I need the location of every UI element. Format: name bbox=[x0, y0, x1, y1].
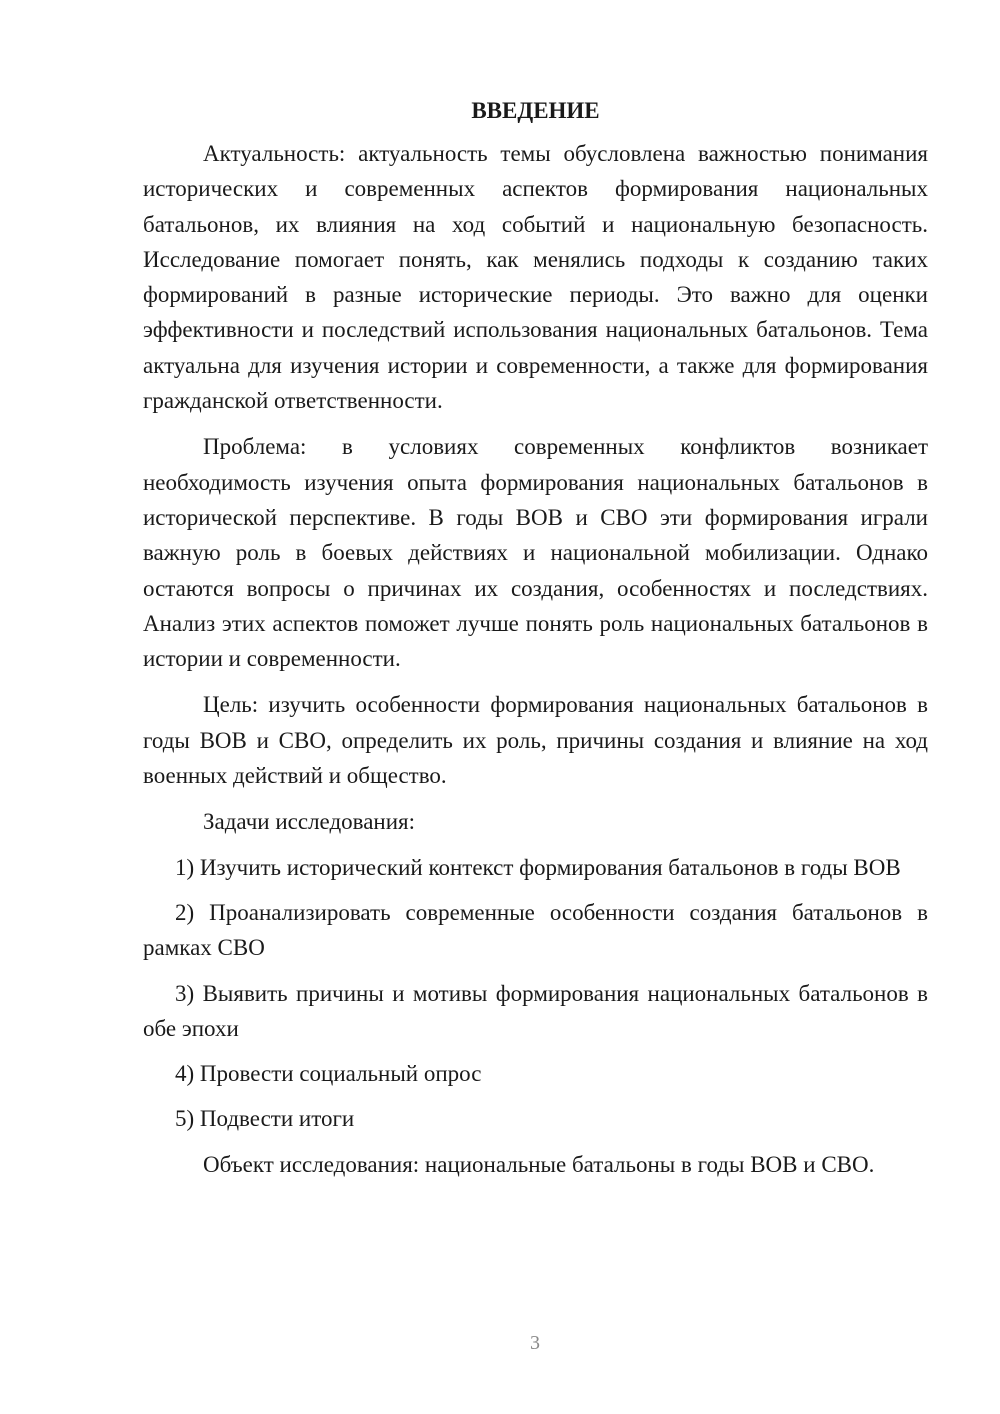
page-title: ВВЕДЕНИЕ bbox=[471, 98, 600, 123]
task-item: 4) Провести социальный опрос bbox=[175, 1061, 482, 1087]
task-item: 5) Подвести итоги bbox=[175, 1106, 355, 1132]
paragraph-problem: Проблема: в условиях современных конфликтов возникает необходимость изучения опыта формирования национальных батальонов в исторической перспективе. В годы ВОВ и СВО эти формирования играли важную роль в боевых действиях и национальной мобилизации. Однако остаются вопросы о причинах их создания, особенностях и последствиях. Анализ этих аспектов поможет лучше понять роль национальных батальонов в истории и современности. bbox=[143, 434, 928, 672]
task-item: 2) Проанализировать современные особенности создания батальонов в рамках СВО bbox=[143, 899, 928, 961]
task-item: 3) Выявить причины и мотивы формирования национальных батальонов в обе эпохи bbox=[143, 980, 928, 1041]
page-number: 3 bbox=[530, 1332, 540, 1354]
paragraph-goal: Цель: изучить особенности формирования национальных батальонов в годы ВОВ и СВО, определить их роль, причины создания и влияние на ход военных действий и общество. bbox=[143, 692, 928, 789]
task-item: 1) Изучить исторический контекст формирования батальонов в годы ВОВ bbox=[175, 854, 901, 880]
paragraph-object: Объект исследования: национальные батальоны в годы ВОВ и СВО. bbox=[203, 1151, 875, 1177]
document-page bbox=[143, 96, 928, 1182]
tasks-heading: Задачи исследования: bbox=[203, 809, 416, 835]
paragraph-relevance: Актуальность: актуальность темы обусловлена важностью понимания исторических и современных аспектов формирования национальных батальонов, их влияния на ход событий и национальную безопасность. Исследование помогает понять, как менялись подходы к созданию таких формирований в разные исторические периоды. Это важно для оценки эффективности и последствий использования национальных батальонов. Тема актуальна для изучения истории и современности, а также для формирования гражданской ответственности. bbox=[143, 141, 928, 414]
